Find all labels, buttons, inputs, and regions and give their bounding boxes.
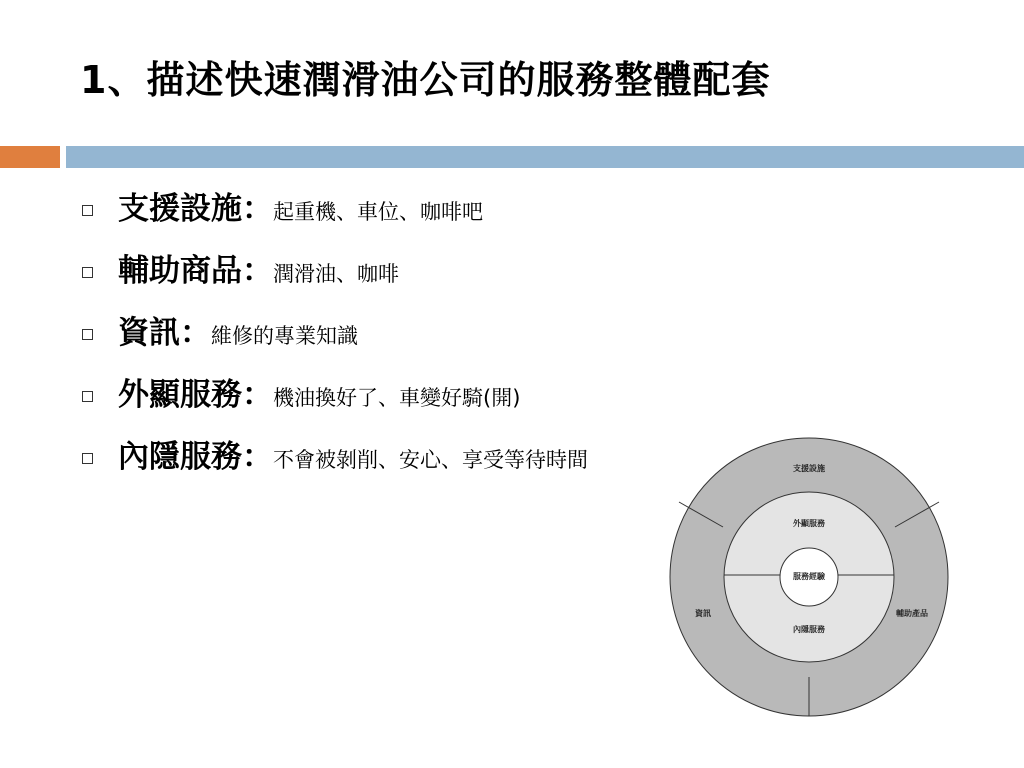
bullet-desc: 機油換好了、車變好騎(開) xyxy=(273,386,521,410)
bullet-list xyxy=(82,186,652,496)
bullet-item-information xyxy=(82,310,652,361)
label-explicit-services: 外顯服務 xyxy=(793,519,825,528)
bullet-term: 內隱服務： xyxy=(118,439,273,475)
accent-bar-blue xyxy=(66,146,1024,168)
service-package-diagram xyxy=(668,436,950,718)
accent-bar-orange xyxy=(0,146,60,168)
bullet-term: 外顯服務： xyxy=(118,377,273,413)
bullet-term: 支援設施： xyxy=(118,191,273,227)
bullet-square-icon xyxy=(82,205,93,216)
label-support-facilities: 支援設施 xyxy=(793,464,825,473)
bullet-item-explicit-services xyxy=(82,372,652,423)
bullet-desc: 起重機、車位、咖啡吧 xyxy=(273,200,483,224)
bullet-desc: 潤滑油、咖啡 xyxy=(273,262,399,286)
label-auxiliary-products: 輔助產品 xyxy=(896,609,928,618)
bullet-item-auxiliary-goods xyxy=(82,248,652,299)
bullet-desc: 維修的專業知識 xyxy=(211,324,358,348)
bullet-desc: 不會被剝削、安心、享受等待時間 xyxy=(273,448,588,472)
slide-title: 1、描述快速潤滑油公司的服務整體配套 xyxy=(80,58,771,102)
bullet-item-implicit-services xyxy=(82,434,652,485)
label-implicit-services: 內隱服務 xyxy=(793,625,825,634)
bullet-square-icon xyxy=(82,267,93,278)
bullet-item-support-facilities xyxy=(82,186,652,237)
bullet-square-icon xyxy=(82,453,93,464)
label-service-experience: 服務經驗 xyxy=(793,572,825,581)
bullet-term: 輔助商品： xyxy=(118,253,273,289)
label-information: 資訊 xyxy=(695,609,711,618)
bullet-square-icon xyxy=(82,329,93,340)
bullet-square-icon xyxy=(82,391,93,402)
bullet-term: 資訊： xyxy=(118,315,211,351)
